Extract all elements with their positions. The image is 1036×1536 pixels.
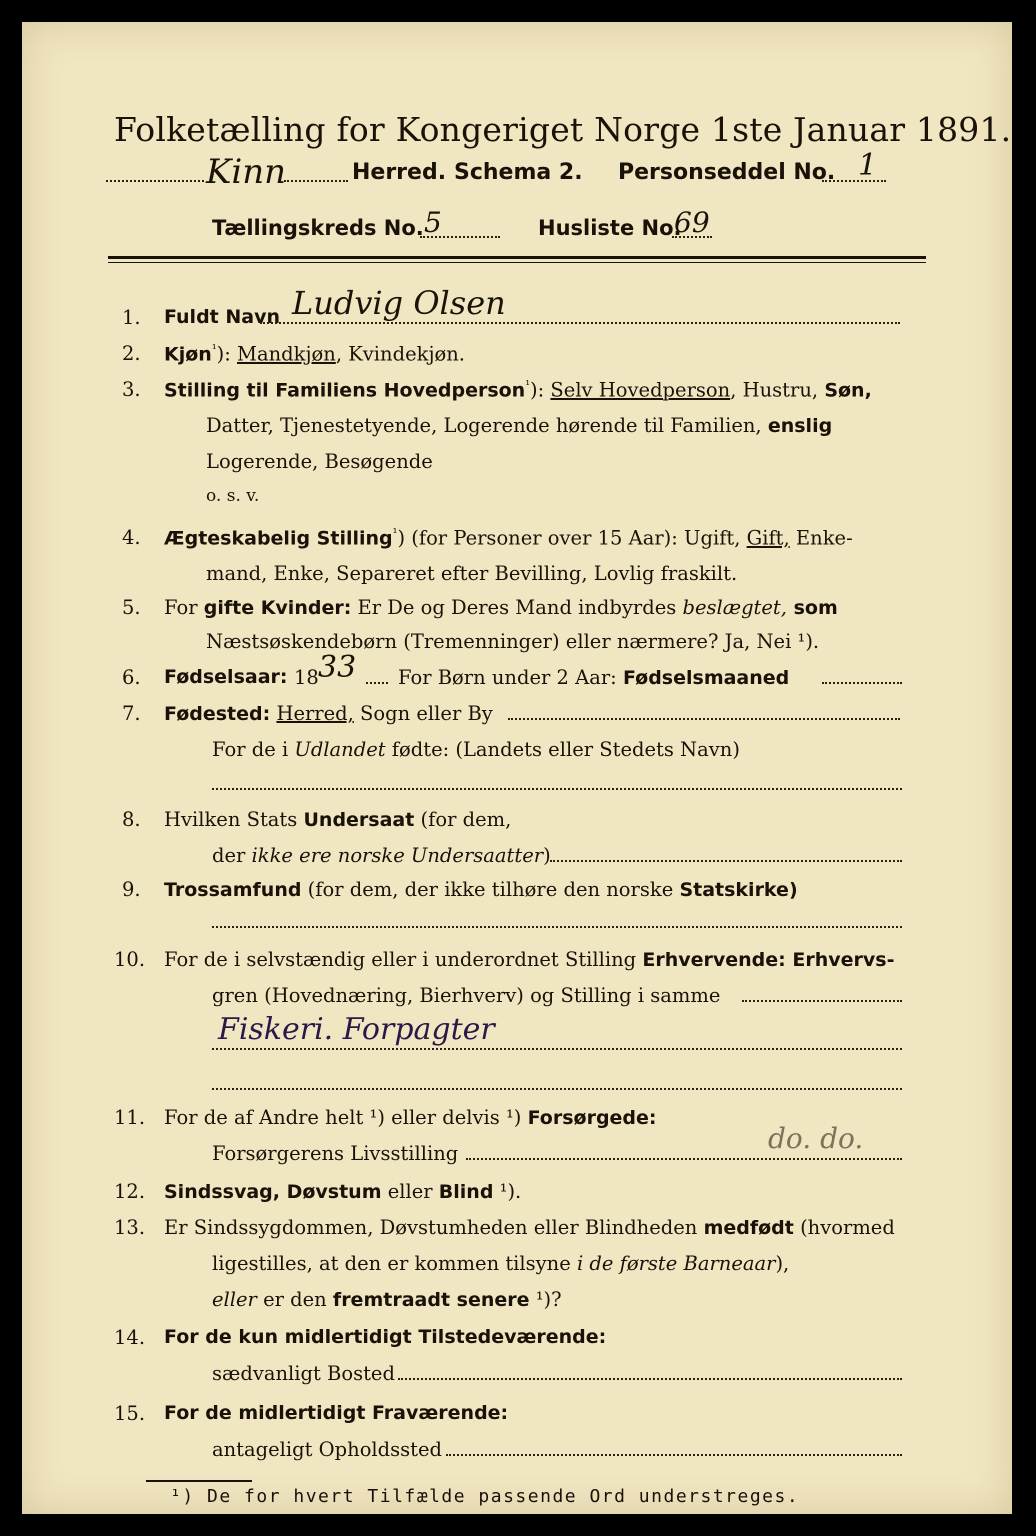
erhverv-line-2: gren (Hovednæring, Bierhverv) og Stilling i samme [212,984,721,1007]
item-number: 2. [122,342,141,365]
item-number: 11. [114,1106,146,1129]
forsorgede-handwriting: do. do. [768,1122,864,1155]
herred-value: Kinn [206,152,287,192]
tilstedevaerende-label: For de kun midlertidigt Tilstedeværende: [164,1326,607,1348]
item-number: 5. [122,596,141,619]
text: er den [256,1288,333,1311]
text: (for dem, [414,808,512,831]
stilling-line-4: o. s. v. [206,486,260,506]
dotted-line [822,180,886,182]
dotted-line [212,1048,902,1050]
kjon-selected-option: Mandkjøn [237,342,336,366]
stilling-line-2 [206,414,832,437]
item-number: 15. [114,1402,146,1425]
text: For Børn under 2 Aar: [398,666,623,689]
text: som [786,597,838,619]
dotted-line [466,1158,902,1160]
son-option: Søn, [824,379,872,402]
dotted-line [398,1378,902,1380]
forsorgede-label: Forsørgede: [527,1107,657,1129]
text: , Hustru, [730,378,825,402]
form-title: Folketælling for Kongeriget Norge 1ste Januar 1891. [114,110,1012,149]
tilstedevaerende-line-2: sædvanligt Bosted [212,1362,395,1385]
item-number: 1. [122,306,141,329]
text: For de i [212,738,295,761]
forsorgede-line-2: Forsørgerens Livsstilling [212,1142,459,1165]
text: eller [212,1288,257,1311]
dotted-line [106,180,204,182]
text: ): [216,342,238,366]
item-number: 9. [122,878,141,901]
text: (hvormed [793,1216,895,1239]
text: ), [775,1252,790,1275]
text: Er De og Deres Mand indbyrdes [351,596,683,619]
text: ) (for Personer over 15 Aar): Ugift, [397,526,747,550]
text: eller [381,1180,439,1203]
medfodt-line-3 [212,1288,562,1311]
fravaerende-line-2: antageligt Opholdssted [212,1438,443,1461]
udlandet-line [212,738,740,761]
dotted-line [446,1454,902,1456]
text: Blind [438,1181,494,1203]
item-number: 8. [122,808,141,831]
footnote-mark: ¹ [211,342,217,356]
text: ) [543,844,551,867]
fodested-line [164,702,493,725]
fuldt-navn-value: Ludvig Olsen [292,284,506,322]
udlandet-text: Udlandet [294,738,386,761]
fodested-label: Fødested: [164,703,271,725]
schema-label: Schema 2. [454,160,583,185]
text: , Kvindekjøn. [335,342,465,366]
dotted-line [550,860,902,862]
text: ¹). [493,1180,522,1203]
footnote-mark: ¹ [392,526,398,540]
taellingskreds-label: Tællingskreds No. [212,216,424,240]
herred-label: Herred. [352,160,447,185]
text: i de første Barneaar [576,1252,776,1275]
dotted-line [420,236,500,238]
fodselsmaaned-label: Fødselsmaaned [622,667,790,689]
fravaerende-label: For de midlertidigt Fraværende: [164,1402,509,1424]
dotted-line [212,788,902,790]
undersaat-line [164,808,511,831]
fodested-selected-option: Herred, [276,702,354,725]
stilling-label: Stilling til Familiens Hovedperson [164,379,526,402]
taellingskreds-value: 5 [424,206,442,239]
dotted-line [284,180,348,182]
text: ikke ere norske Undersaatter [251,844,544,867]
dotted-line [366,682,388,684]
text: fremtraadt senere [332,1289,530,1311]
item-number: 4. [122,526,141,549]
fuldt-navn-label: Fuldt Navn [164,306,281,328]
fodselsaar-label: Fødselsaar: [164,666,288,688]
text: (for dem, der ikke tilhøre den norske [301,878,680,901]
footnote-mark: ¹ [525,378,531,392]
dotted-line [822,682,902,684]
aegteskab-line-2: mand, Enke, Separeret efter Bevilling, Lovlig fraskilt. [206,562,738,585]
forsorgede-line [164,1106,657,1129]
husliste-value: 69 [674,206,710,239]
item-number: 14. [114,1326,146,1349]
personseddel-label: Personseddel No. [618,160,836,185]
undersaat-line-2 [212,844,551,867]
item-number: 6. [122,666,141,689]
trossamfund-line [164,878,798,901]
dotted-line [742,1000,902,1002]
sindssvag-line [164,1180,521,1203]
dotted-line [260,322,900,324]
census-form [22,22,1012,1514]
header-rule-thin [108,262,926,263]
text: ): [530,378,551,402]
item-number: 10. [114,948,146,971]
gifte-label: gifte Kvinder: [203,597,352,619]
text: For [164,596,204,619]
aegteskab-label: Ægteskabelig Stilling [164,527,393,550]
aegteskab-line [164,526,853,550]
trossamfund-label: Trossamfund [164,879,302,901]
dotted-line [672,236,712,238]
sindssvag-label: Sindssvag, Døvstum [164,1181,382,1203]
text: fødte: (Landets eller Stedets Navn) [385,738,740,761]
text: medfødt [703,1217,794,1239]
text: For de af Andre helt ¹) eller delvis ¹) [164,1106,528,1129]
text: Datter, Tjenestetyende, Logerende hørende til Familien, [206,414,768,437]
erhverv-line [164,948,894,971]
text: ¹)? [529,1288,562,1311]
fodselsaar-prefix: 18 [294,666,319,689]
erhverv-value: Fiskeri. Forpagter [218,1012,495,1047]
gifte-line-2: Næstsøskendebørn (Tremenninger) eller nærmere? Ja, Nei ¹). [206,630,820,653]
text: Statskirke) [679,879,798,901]
item-number: 13. [114,1216,146,1239]
dotted-line [212,1088,902,1090]
text: der [212,844,252,867]
fodselsaar-value: 33 [318,650,357,685]
item-number: 7. [122,702,141,725]
husliste-label: Husliste No. [538,216,682,240]
erhverv-label: Erhvervende: [642,949,786,971]
item-number: 12. [114,1180,146,1203]
dotted-line [508,718,900,720]
kjon-line [164,342,465,366]
born-line [398,666,789,689]
medfodt-line-2 [212,1252,789,1275]
dotted-line [212,926,902,928]
stilling-line [164,378,872,402]
gifte-line [164,596,838,619]
footnote-rule [146,1480,252,1482]
text: Hvilken Stats [164,808,304,831]
item-number: 3. [122,378,141,401]
enslig-option: enslig [767,415,833,437]
text: Sogn eller By [353,702,493,725]
text: ligestilles, at den er kommen tilsyne [212,1252,577,1275]
undersaat-label: Undersaat [303,809,415,831]
stilling-selected-option: Selv Hovedperson [550,378,731,402]
stilling-line-3: Logerende, Besøgende [206,450,433,473]
text: Enke- [789,526,853,550]
footnote-text: ¹) De for hvert Tilfælde passende Ord understreges. [170,1486,800,1507]
aegteskab-selected-option: Gift, [746,526,790,550]
text: For de i selvstændig eller i underordnet Stilling [164,948,643,971]
text: Er Sindssygdommen, Døvstumheden eller Blindheden [164,1216,704,1239]
kjon-label: Kjøn [164,343,212,366]
beslaegtet-text: beslægtet, [682,596,787,619]
text: Erhvervs- [785,949,895,971]
personseddel-value: 1 [858,148,878,183]
header-rule [108,256,926,259]
medfodt-line [164,1216,895,1239]
